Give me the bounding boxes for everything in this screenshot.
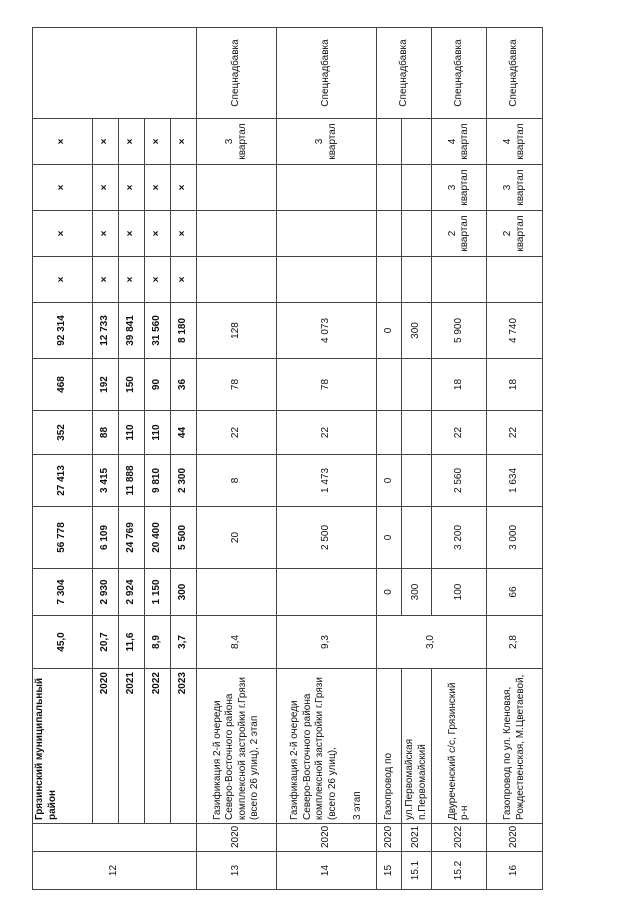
value-cell: 300 [171,569,197,616]
quarter-cell [377,119,402,165]
value-cell: 2 500 [277,507,377,569]
value-cell [402,507,432,569]
value-cell: 5 500 [171,507,197,569]
quarter-cell [277,165,377,211]
value-cell: 36 [171,359,197,411]
quarter-cell: 3 квартал [432,165,487,211]
value-cell: 20 400 [145,507,171,569]
marker-cell: × [93,165,119,211]
year-cell: 2022 [432,824,487,852]
marker-cell: × [171,211,197,257]
value-cell: 3 000 [487,507,543,569]
row-number: 14 [277,852,377,890]
table-row [33,28,93,890]
object-name: Газопровод по [377,669,402,824]
value-cell: 3 200 [432,507,487,569]
year-label: 2023 [171,669,197,824]
value-cell [197,569,277,616]
marker-cell: × [171,119,197,165]
funding-source: Спецнадбавка [277,28,377,119]
marker-cell: × [93,257,119,303]
funding-source: Спецнадбавка [377,28,432,119]
quarter-cell [277,211,377,257]
quarter-cell: 3 квартал [277,119,377,165]
table-row [93,28,119,890]
value-cell: 44 [171,411,197,455]
value-cell: 9 810 [145,455,171,507]
marker-cell: × [119,211,145,257]
value-cell: 18 [432,359,487,411]
value-cell: 56 778 [33,507,93,569]
total-cell: 8 180 [171,303,197,359]
total-cell: 12 733 [93,303,119,359]
quarter-cell: 3 квартал [197,119,277,165]
table-row [197,28,277,890]
value-cell [277,569,377,616]
quarter-cell: 4 квартал [487,119,543,165]
value-cell: 1 473 [277,455,377,507]
marker-cell: × [93,211,119,257]
marker-cell: × [33,119,93,165]
value-cell [402,359,432,411]
quarter-cell [197,257,277,303]
length-cell: 9,3 [277,616,377,669]
marker-cell: × [171,257,197,303]
value-cell: 22 [432,411,487,455]
value-cell: 352 [33,411,93,455]
table-row [402,28,432,890]
value-cell: 3 415 [93,455,119,507]
year-label: 2020 [93,669,119,824]
district-name: Грязинский муниципальный район [33,669,93,824]
object-stage: 3 этап [351,791,363,820]
value-cell: 0 [377,455,402,507]
length-cell: 8,4 [197,616,277,669]
value-cell: 66 [487,569,543,616]
funding-source: Спецнадбавка [432,28,487,119]
quarter-cell [277,257,377,303]
length-cell: 3,7 [171,616,197,669]
length-cell: 45,0 [33,616,93,669]
value-cell: 468 [33,359,93,411]
value-cell [377,411,402,455]
table-row [171,28,197,890]
quarter-cell [377,165,402,211]
marker-cell: × [171,165,197,211]
marker-cell: × [33,211,93,257]
year-cell: 2020 [377,824,402,852]
year-cell: 2020 [487,824,543,852]
object-name: Газопровод по ул. Кленовая, Рождественская, М.Цветаевой, [487,669,543,824]
value-cell: 7 304 [33,569,93,616]
value-cell: 18 [487,359,543,411]
length-cell: 3,0 [377,616,487,669]
object-name: Двуреченский с/с, Грязинский р-н [432,669,487,824]
row-number: 15 [377,852,402,890]
table-row [277,28,377,890]
marker-cell: × [119,257,145,303]
funding-source: Спецнадбавка [487,28,543,119]
year-label: 2021 [119,669,145,824]
object-name-text: Газификация 2-й очереди Северо-Восточного района комплексной застройки г.Грязи (всего 26 улиц), [289,677,338,820]
value-cell: 2 930 [93,569,119,616]
quarter-cell [197,211,277,257]
quarter-cell: 2 квартал [432,211,487,257]
value-cell: 192 [93,359,119,411]
marker-cell: × [33,165,93,211]
quarter-cell [377,257,402,303]
value-cell: 78 [197,359,277,411]
table-row [377,28,402,890]
value-cell: 150 [119,359,145,411]
quarter-cell: 3 квартал [487,165,543,211]
funding-source-cell [33,28,197,119]
value-cell: 2 560 [432,455,487,507]
value-cell [402,411,432,455]
quarter-cell [377,211,402,257]
marker-cell: × [145,211,171,257]
marker-cell: × [93,119,119,165]
quarter-cell: 4 квартал [432,119,487,165]
value-cell [402,455,432,507]
length-cell: 11,6 [119,616,145,669]
value-cell: 2 300 [171,455,197,507]
value-cell: 22 [277,411,377,455]
total-cell: 128 [197,303,277,359]
value-cell: 27 413 [33,455,93,507]
value-cell: 110 [145,411,171,455]
total-cell: 0 [377,303,402,359]
row-number: 13 [197,852,277,890]
quarter-cell: 2 квартал [487,211,543,257]
row-number: 15.2 [432,852,487,890]
value-cell: 11 888 [119,455,145,507]
marker-cell: × [119,165,145,211]
marker-cell: × [145,257,171,303]
value-cell: 20 [197,507,277,569]
quarter-cell [402,119,432,165]
value-cell: 78 [277,359,377,411]
row-number: 12 [33,852,197,890]
marker-cell: × [119,119,145,165]
year-cell: 2020 [197,824,277,852]
length-cell: 20,7 [93,616,119,669]
total-cell: 39 841 [119,303,145,359]
year-cell: 2020 [277,824,377,852]
object-name [277,669,377,824]
value-cell: 22 [197,411,277,455]
row-number: 15.1 [402,852,432,890]
value-cell: 1 150 [145,569,171,616]
value-cell: 100 [432,569,487,616]
year-cell: 2021 [402,824,432,852]
total-cell: 92 314 [33,303,93,359]
year-label: 2022 [145,669,171,824]
value-cell: 24 769 [119,507,145,569]
value-cell: 300 [402,569,432,616]
total-cell: 31 560 [145,303,171,359]
total-cell: 5 900 [432,303,487,359]
funding-source: Спецнадбавка [197,28,277,119]
total-cell: 300 [402,303,432,359]
table-row [432,28,487,890]
length-cell: 8,9 [145,616,171,669]
total-cell: 4 740 [487,303,543,359]
value-cell: 6 109 [93,507,119,569]
value-cell: 2 924 [119,569,145,616]
row-number: 16 [487,852,543,890]
value-cell: 0 [377,569,402,616]
marker-cell: × [145,165,171,211]
marker-cell: × [145,119,171,165]
quarter-cell [402,165,432,211]
marker-cell: × [33,257,93,303]
value-cell: 0 [377,507,402,569]
table-row [487,28,543,890]
table-row [145,28,171,890]
object-name: ул.Первомайская п.Первомайский [402,669,432,824]
quarter-cell [402,257,432,303]
value-cell: 88 [93,411,119,455]
value-cell: 8 [197,455,277,507]
value-cell [377,359,402,411]
year-cell [33,824,197,852]
total-cell: 4 073 [277,303,377,359]
quarter-cell [197,165,277,211]
value-cell: 22 [487,411,543,455]
quarter-cell [432,257,487,303]
table-row [119,28,145,890]
length-cell: 2,8 [487,616,543,669]
quarter-cell [487,257,543,303]
quarter-cell [402,211,432,257]
value-cell: 90 [145,359,171,411]
value-cell: 110 [119,411,145,455]
value-cell: 1 634 [487,455,543,507]
object-name: Газификация 2-й очереди Северо-Восточного района комплексной застройки г.Грязи (всего 26 улиц), 2 этап [197,669,277,824]
investment-program-table [32,27,543,890]
